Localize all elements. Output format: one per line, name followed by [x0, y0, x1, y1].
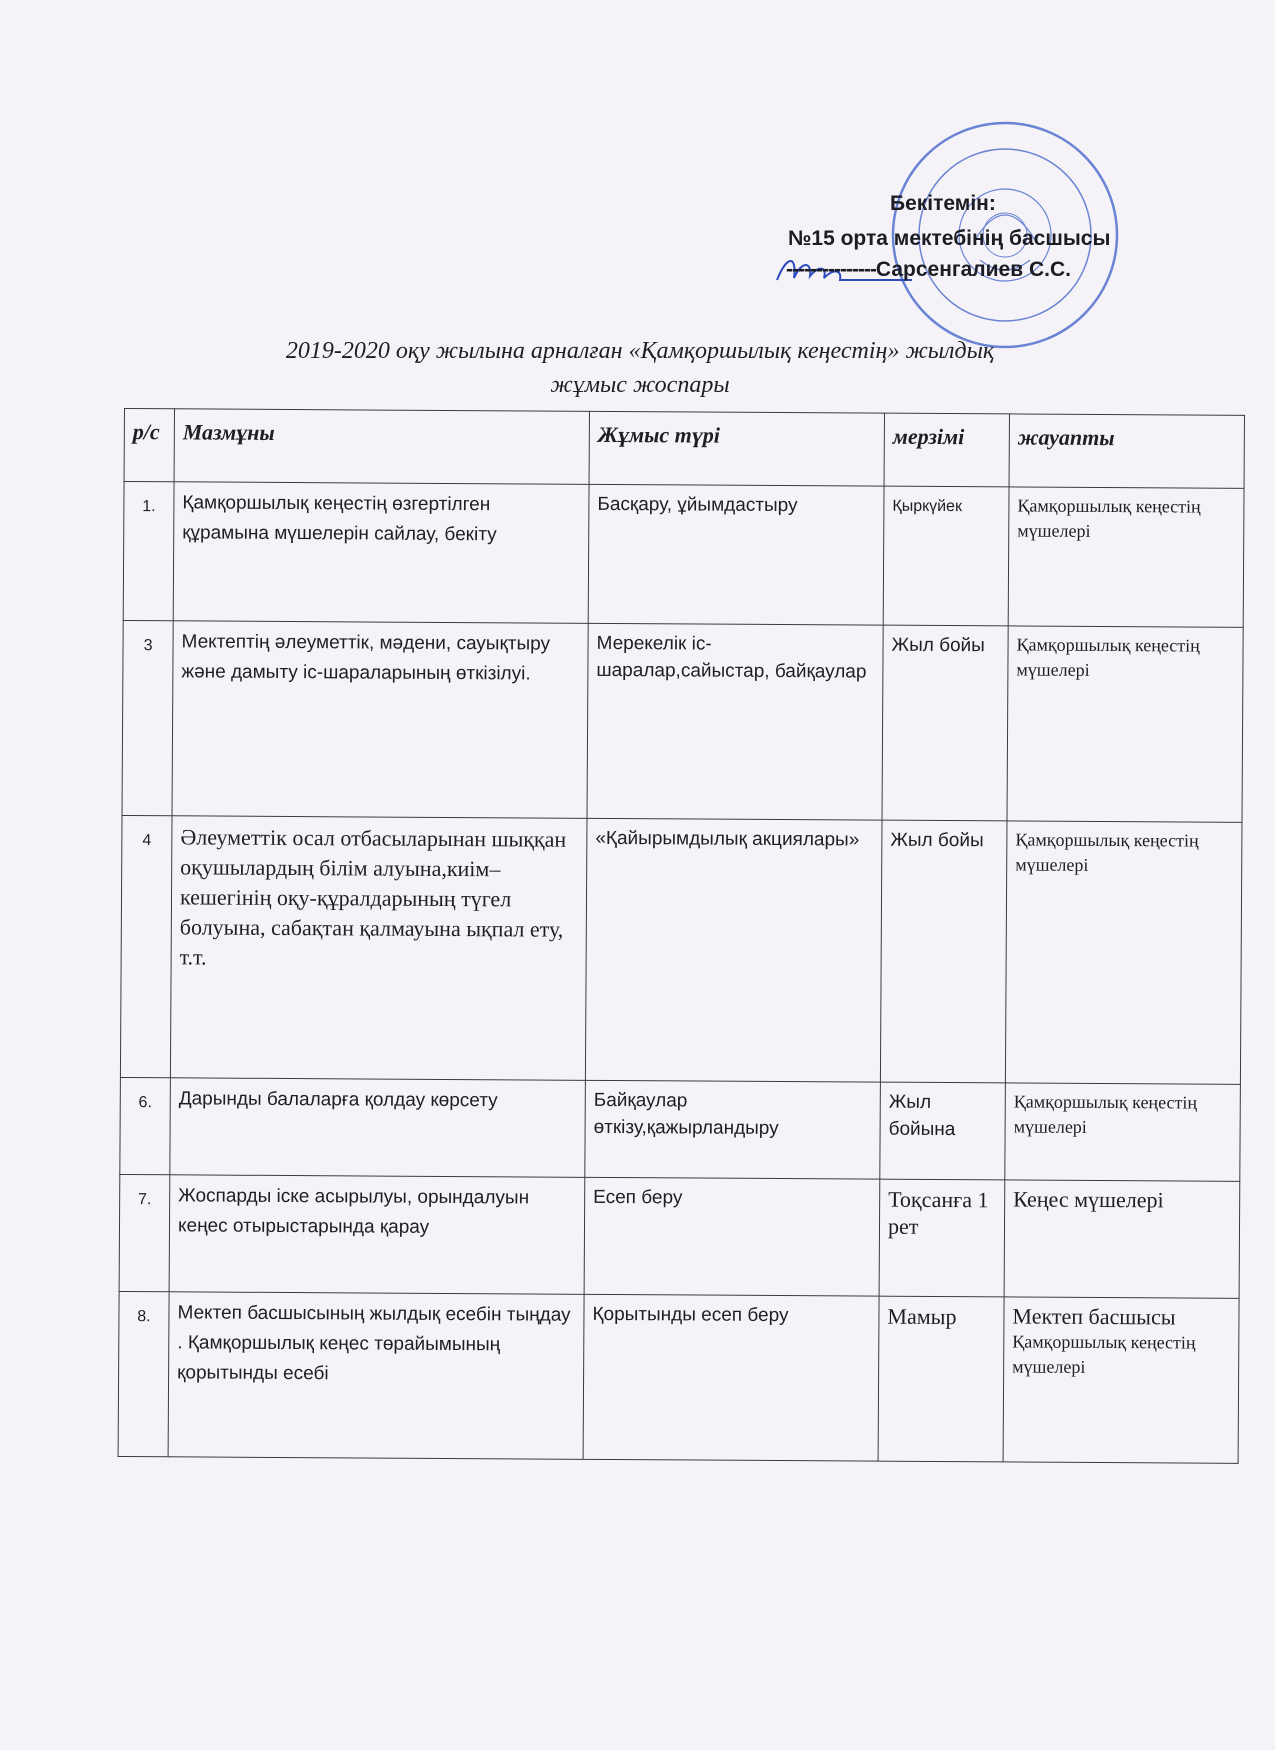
title-line-2: жұмыс жоспары — [550, 372, 730, 398]
row-term: Жыл бойы — [880, 820, 1007, 1083]
table-row — [119, 1174, 1240, 1298]
header-responsible: жауапты — [1009, 414, 1244, 488]
row-content: Мектеп басшысының жылдық есебін тыңдау . Қамқоршылық кеңес төрайымының қорытынды есебі — [168, 1292, 584, 1460]
responsible-main: Мектеп басшысы — [1012, 1303, 1176, 1330]
row-type: «Қайырымдылық акциялары» — [585, 818, 882, 1082]
table-row — [118, 1291, 1239, 1463]
row-type: Қорытынды есеп беру — [583, 1294, 879, 1461]
row-num: 6. — [120, 1077, 171, 1174]
header-type: Жұмыс түрі — [589, 411, 884, 486]
row-term: Жыл бойы — [882, 625, 1008, 821]
row-responsible: Қамқоршылық кеңестің мүшелері — [1005, 1083, 1241, 1181]
row-responsible: Қамқоршылық кеңестің мүшелері — [1005, 821, 1242, 1084]
document-title — [140, 334, 1140, 402]
responsible-main: Кеңес мүшелері — [1013, 1186, 1164, 1213]
row-content: Жоспарды іске асырылуы, орындалуын кеңес отырыстарында қарау — [169, 1175, 585, 1295]
row-num: 3 — [122, 620, 173, 815]
work-plan-table — [118, 408, 1245, 1464]
table-row — [123, 482, 1244, 628]
approval-signatory — [786, 258, 1071, 282]
row-responsible — [1004, 1180, 1240, 1298]
row-num: 4 — [120, 815, 172, 1077]
table-row — [120, 815, 1242, 1084]
row-num: 8. — [118, 1291, 169, 1456]
header-content: Мазмұны — [174, 409, 589, 485]
row-term: Жыл бойына — [880, 1082, 1006, 1180]
row-num: 1. — [123, 482, 174, 621]
row-term: Қыркүйек — [883, 486, 1009, 626]
signature-line: --------------- — [786, 258, 876, 281]
row-term: Мамыр — [878, 1296, 1004, 1462]
row-type: Басқару, ұйымдастыру — [588, 484, 884, 625]
header-term: мерзімі — [884, 413, 1009, 487]
row-num: 7. — [119, 1174, 170, 1291]
table-header-row — [124, 409, 1244, 489]
header-num: р/с — [124, 409, 174, 482]
row-type: Мерекелік іс-шаралар,сайыстар, байқаулар — [587, 623, 883, 820]
approval-heading: Бекітемін: — [890, 192, 996, 215]
director-name: Сарсенгалиев С.С. — [875, 258, 1071, 281]
approval-position: №15 орта мектебінің басшысы — [788, 227, 1111, 250]
row-type: Байқаулар өткізу,қажырландыру — [585, 1080, 881, 1179]
row-content: Әлеуметтік осал отбасыларынан шыққан оқушылардың білім алуына,киім–кешегінің оқу-құралдарының түгел болуына, сабақтан қалмауына ықпал ету, т.т. — [170, 816, 587, 1081]
row-responsible: Қамқоршылық кеңестің мүшелері — [1008, 487, 1244, 627]
row-responsible — [1003, 1297, 1239, 1463]
title-line-1: 2019-2020 оқу жылына арналған «Қамқоршылық кеңестің» жылдық — [285, 338, 995, 364]
row-responsible: Қамқоршылық кеңестің мүшелері — [1007, 626, 1243, 822]
table-row — [120, 1077, 1241, 1181]
row-content: Дарынды балаларға қолдау көрсету — [170, 1078, 586, 1178]
row-type: Есеп беру — [584, 1177, 880, 1296]
table-row — [122, 620, 1243, 822]
row-content: Қамқоршылық кеңестің өзгертілген құрамына мүшелерін сайлау, бекіту — [173, 482, 589, 624]
row-content: Мектептің әлеуметтік, мәдени, сауықтыру және дамыту іс-шараларының өткізілуі. — [172, 621, 588, 819]
row-term: Тоқсанға 1 рет — [879, 1179, 1005, 1297]
responsible-secondary: Қамқоршылық кеңестің мүшелері — [1012, 1331, 1196, 1377]
